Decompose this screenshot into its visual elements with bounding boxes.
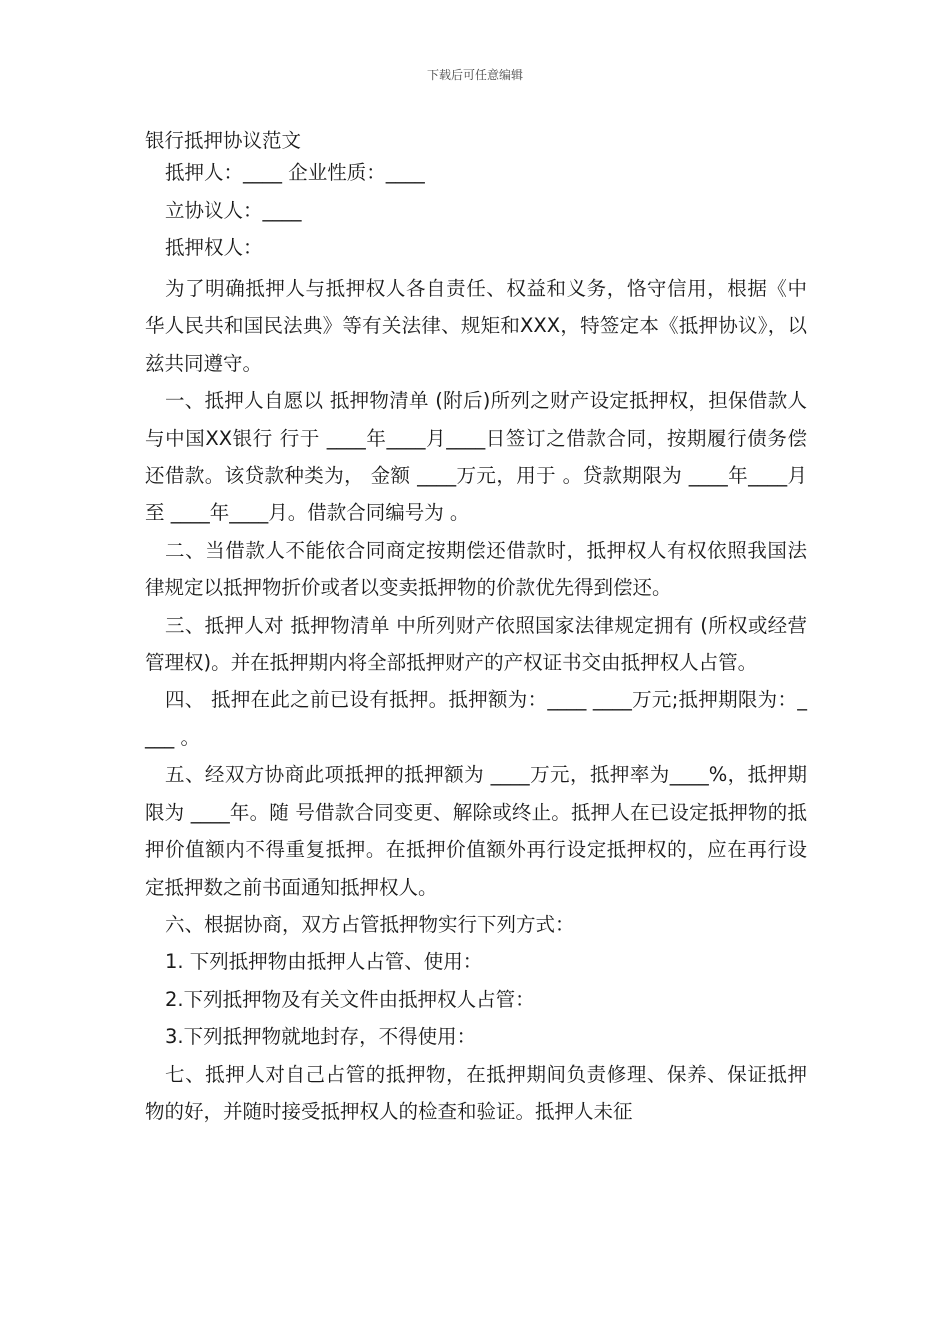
list-item: 3.下列抵押物就地封存，不得使用： bbox=[165, 1025, 477, 1049]
clause-3-paragraph: 三、抵押人对 抵押物清单 中所列财产依照国家法律规定拥有 (所权或经营管理权)。并在抵押期内将全部抵押财产的产权证书交由抵押权人占管。 bbox=[145, 613, 807, 675]
mortgagor-field: 抵押人：____ 企业性质：____ bbox=[165, 161, 425, 184]
clause-7-paragraph: 七、抵押人对自己占管的抵押物，在抵押期间负责修理、保养、保证抵押物的好，并随时接受抵押权人的检查和验证。抵押人未征 bbox=[145, 1062, 807, 1123]
preamble-paragraph: 为了明确抵押人与抵押权人各自责任、权益和义务，恪守信用，根据《中华人民共和国民法典》等有关法律、规矩和XXX，特签定本《抵押协议》，以兹共同遵守。 bbox=[145, 277, 807, 375]
clause-2-paragraph: 二、当借款人不能依合同商定按期偿还借款时，抵押权人有权依照我国法律规定以抵押物折价或者以变卖抵押物的价款优先得到偿还。 bbox=[145, 538, 807, 600]
clause-6-paragraph: 六、根据协商，双方占管抵押物实行下列方式： bbox=[165, 912, 575, 936]
clause-4-paragraph: 四、 抵押在此之前已设有抵押。抵押额为：____ ____万元;抵押期限为：____ 。 bbox=[145, 688, 807, 749]
document-body bbox=[145, 270, 807, 1130]
document-title: 银行抵押协议范文 bbox=[145, 129, 302, 152]
list-item: 2.下列抵押物及有关文件由抵押权人占管： bbox=[165, 987, 535, 1011]
list-item: 1. 下列抵押物由抵押人占管、使用： bbox=[165, 950, 483, 974]
clause-5-paragraph: 五、经双方协商此项抵押的抵押额为 ____万元，抵押率为____%，抵押期限为 ____年。随 号借款合同变更、解除或终止。抵押人在已设定抵押物的抵押价值额内不得重复抵押。在抵押价值额外再行设定抵押权的，应在再行设定抵押数之前书面通知抵押权人。 bbox=[145, 763, 807, 899]
signatory-field: 立协议人：____ bbox=[165, 199, 302, 222]
clause-1-paragraph: 一、抵押人自愿以 抵押物清单 (附后)所列之财产设定抵押权，担保借款人 与中国XX银行 行于 ____年____月____日签订之借款合同，按期履行债务偿还借款。该贷款种类为， 金额 ____万元，用于 。贷款期限为 ____年____月至 ____年____月。借款合同编号为 。 bbox=[145, 389, 807, 525]
page-header: 下载后可任意编辑 bbox=[426, 68, 523, 82]
mortgagee-field: 抵押权人： bbox=[165, 236, 263, 259]
